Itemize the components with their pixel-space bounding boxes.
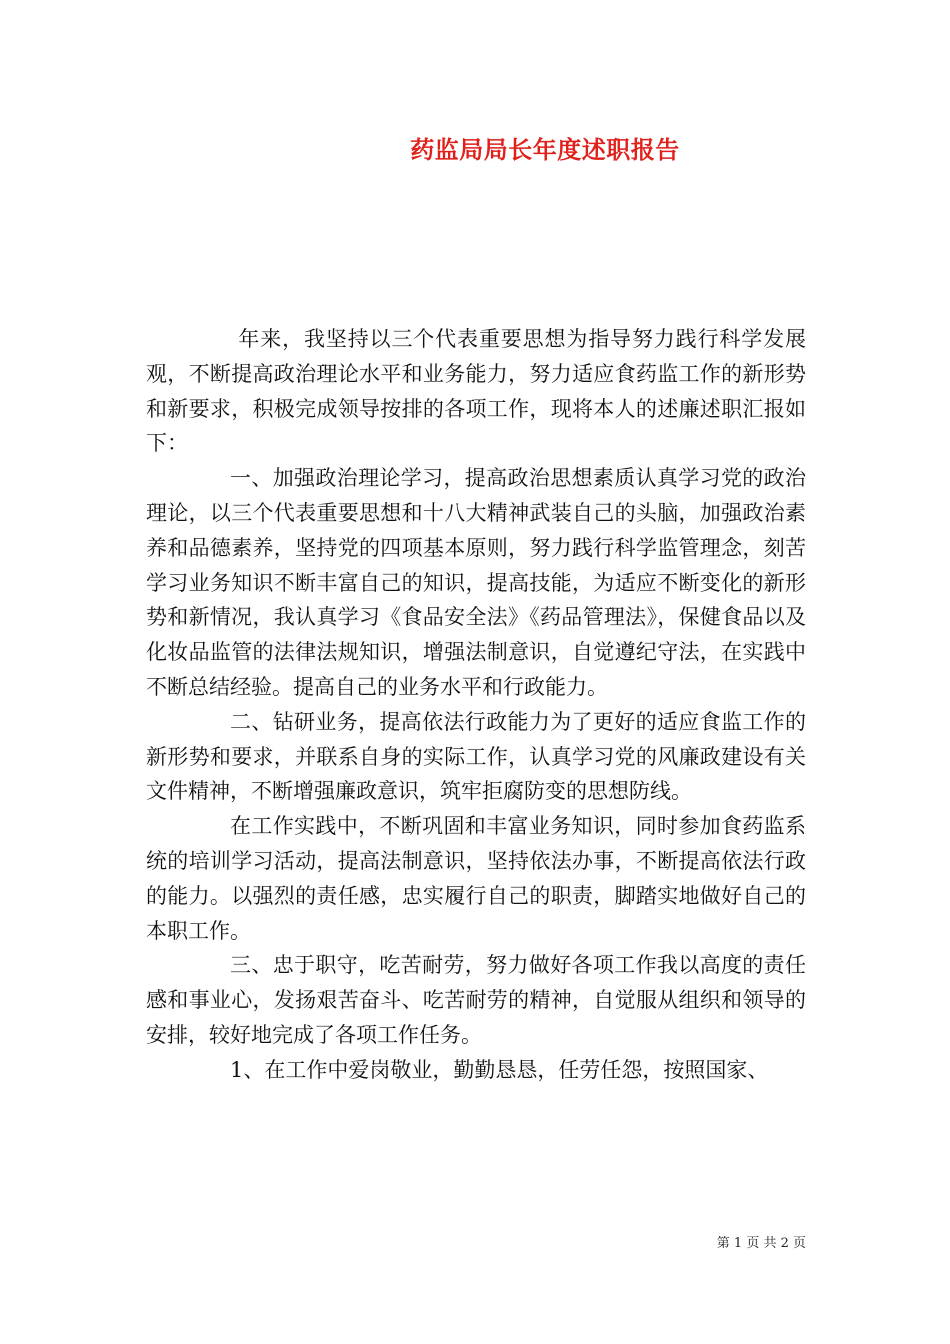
paragraph-section-two: 二、钻研业务，提高依法行政能力为了更好的适应食监工作的新形势和要求，并联系自身的实际工作，认真学习党的风廉政建设有关文件精神，不断增强廉政意识，筑牢拒腐防变的思想防线。	[146, 709, 806, 804]
paragraph-section-three: 三、忠于职守，吃苦耐劳，努力做好各项工作我以高度的责任感和事业心，发扬艰苦奋斗、吃苦耐劳的精神，自觉服从组织和领导的安排，较好地完成了各项工作任务。	[146, 953, 806, 1047]
page-number-footer: 第 1 页 共 2 页	[716, 1236, 806, 1251]
paragraph-item-one: 1、在工作中爱岗敬业，勤勤恳恳，任劳任怨，按照国家、	[230, 1057, 769, 1082]
paragraph-work-practice: 在工作实践中，不断巩固和丰富业务知识，同时参加食药监系统的培训学习活动，提高法制意识，坚持依法办事，不断提高依法行政的能力。以强烈的责任感，忠实履行自己的职责，脚踏实地做好自己的本职工作。	[146, 814, 806, 943]
paragraph-intro: 年来，我坚持以三个代表重要思想为指导努力践行科学发展观，不断提高政治理论水平和业务能力，努力适应食药监工作的新形势和新要求，积极完成领导按排的各项工作，现将本人的述廉述职汇报如下：	[146, 327, 806, 456]
document-body	[146, 322, 806, 1088]
document-title: 药监局局长年度述职报告	[410, 135, 680, 164]
paragraph-section-one: 一、加强政治理论学习，提高政治思想素质认真学习党的政治理论，以三个代表重要思想和十八大精神武装自己的头脑，加强政治素养和品德素养，坚持党的四项基本原则，努力践行科学监管理念，刻苦学习业务知识不断丰富自己的知识，提高技能，为适应不断变化的新形势和新情况，我认真学习《食品安全法》《药品管理法》，保健食品以及化妆品监管的法律法规知识，增强法制意识，自觉遵纪守法，在实践中不断总结经验。提高自己的业务水平和行政能力。	[146, 466, 806, 699]
